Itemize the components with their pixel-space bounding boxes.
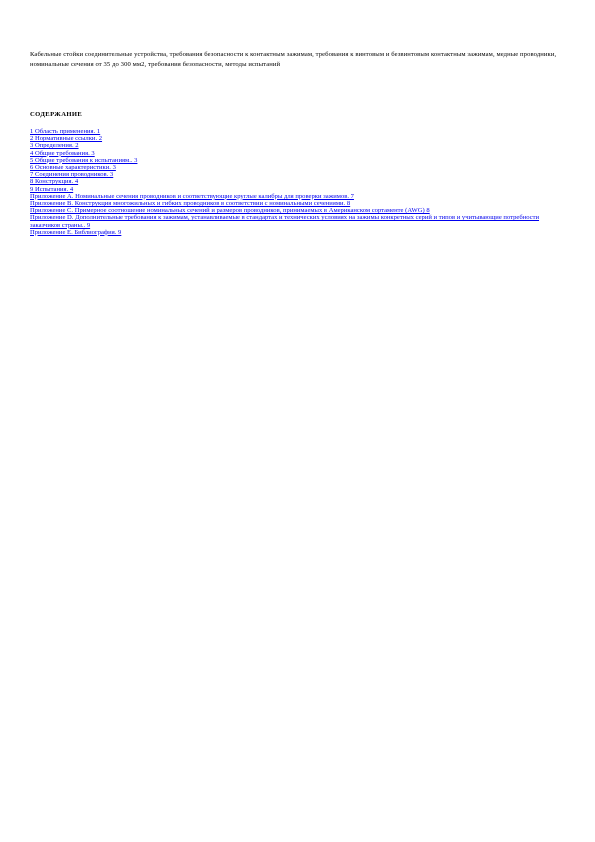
toc-link[interactable]: Приложение А. Номинальные сечения проводников и соответствующие круглые калибры для проверки зажимов. 7 <box>30 192 354 200</box>
toc-link[interactable]: Приложение В. Конструкция многожильных и гибких проводников в соответствии с номинальными сечениями. 8 <box>30 200 351 208</box>
toc-link[interactable]: 4 Общие требования. 3 <box>30 149 95 157</box>
toc-link[interactable]: 9 Испытания. 4 <box>30 185 74 193</box>
table-of-contents <box>30 128 570 236</box>
toc-link[interactable]: 1 Область применения. 1 <box>30 128 101 135</box>
toc-link[interactable]: 2 Нормативные ссылки. 2 <box>30 135 103 143</box>
toc-link[interactable]: 5 Общие требования к испытаниям.. 3 <box>30 156 138 164</box>
toc-link[interactable]: Приложение D. Дополнительные требования к зажимам, устанавливаемые в стандартах и технических условиях на зажимы конкретных серий и типов и учитывающие потребности заказчиков страны.. 9 <box>30 214 540 229</box>
toc-link[interactable]: 8 Конструкция. 4 <box>30 178 79 186</box>
toc-link[interactable]: 6 Основные характеристики. 3 <box>30 164 116 172</box>
toc-link[interactable]: 3 Определения. 2 <box>30 142 79 150</box>
toc-link[interactable]: Приложение С. Примерное соотношение номинальных сечений и размеров проводников, принимаемых в Американском сортаменте (AWG) 8 <box>30 207 430 215</box>
toc-link[interactable]: 7 Соединения проводников. 3 <box>30 171 114 179</box>
keywords-paragraph: Кабельные стойки соединительные устройства, требования безопасности к контактным зажимам, требования к винтовым и безвинтовым контактным зажимам, медные проводники, номинальные сечения от 35 до 300 мм2, требования безопасности, методы испытаний <box>30 51 557 68</box>
toc-title: СОДЕРЖАНИЕ <box>30 111 83 118</box>
toc-link[interactable]: Приложение Е. Библиография. 9 <box>30 228 122 236</box>
